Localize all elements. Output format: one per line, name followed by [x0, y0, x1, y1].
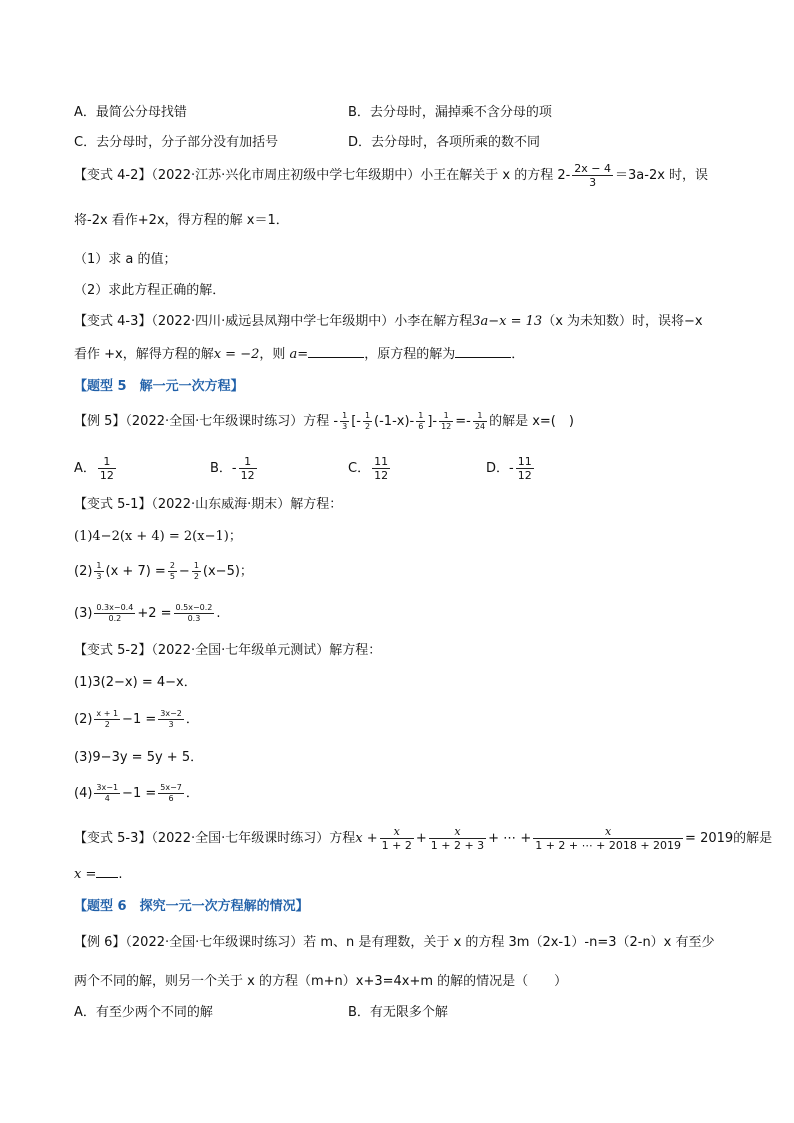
equation-5-2-1: (1)3(2−x) = 4−x．: [74, 675, 197, 690]
variant-5-1: 【变式 5-1】（2022·山东威海·期末）解方程：: [74, 497, 343, 512]
example-5-option-c: C． $\frac{11}{12}$: [348, 455, 389, 482]
source: （2022·四川·威远县凤翔中学七年级期中）: [151, 314, 395, 329]
example-5-option-a: A． $\frac{1}{12}$: [74, 455, 114, 482]
variant-5-2: 【变式 5-2】（2022·全国·七年级单元测试）解方程：: [74, 643, 382, 658]
answer-blank: [308, 345, 364, 358]
equation-5-1-1: (1)4−2(x + 4) = 2(x−1)；: [74, 529, 242, 544]
option-c: C．去分母时，分子部分没有加括号: [74, 135, 279, 150]
section-heading-type-5: 【题型 5 解一元一次方程】: [74, 379, 244, 394]
source: （2022·江苏·兴化市周庄初级中学七年级期中）: [151, 168, 421, 183]
answer-blank: [455, 345, 511, 358]
example-6-option-b: B．有无限多个解: [348, 1005, 448, 1020]
example-5-option-d: D．- $\frac{11}{12}$: [486, 455, 532, 482]
fraction: $\frac{2x - 4}{3}$: [574, 162, 612, 189]
section-heading-type-6: 【题型 6 探究一元一次方程解的情况】: [74, 899, 309, 914]
question-text: 小王在解关于 x 的方程 2-: [420, 168, 571, 183]
equation-5-1-2: (2) $\frac{1}{3}$ (x + 7) = $\frac{2}{5}$ − $\frac{1}{2}$ (x−5)；: [74, 561, 253, 581]
option-a: A．最简公分母找错: [74, 105, 187, 120]
example-6-option-a: A．有至少两个不同的解: [74, 1005, 213, 1020]
equation-5-2-2: (2) $\frac{x + 1}{2}$ −1 = $\frac{3x-2}{3}$ ．: [74, 709, 199, 729]
variant-4-2-line1: [74, 163, 708, 188]
example-5-option-b: B．- $\frac{1}{12}$: [210, 455, 255, 482]
sub-question-1: （1）求 a 的值；: [74, 252, 177, 267]
question-text: ＝3a-2x 时，误: [615, 168, 709, 183]
option-b: B．去分母时，漏掉乘不含分母的项: [348, 105, 552, 120]
variant-4-3-line1: 【变式 4-3】（2022·四川·威远县凤翔中学七年级期中）小李在解方程3a−x = 13（x 为未知数）时，误将−x: [74, 314, 703, 329]
example-6-line1: 【例 6】（2022·全国·七年级课时练习）若 m、n 是有理数，关于 x 的方程 3m（2x-1）-n=3（2-n）x 有至少: [74, 935, 715, 950]
variant-tag: 【变式 4-2】: [74, 168, 152, 183]
equation-5-2-3: (3)9−3y = 5y + 5．: [74, 750, 204, 765]
example-6-line2: 两个不同的解，则另一个关于 x 的方程（m+n）x+3=4x+m 的解的情况是（ ）: [74, 974, 568, 989]
example-5: 【例 5】（2022·全国·七年级课时练习）方程 - $\frac{1}{3}$ [- $\frac{1}{2}$ (-1-x)- $\frac{1}{6}$ ]- $\frac{1}{12}$ =- $\frac{1}{24}$ 的解是 x=( ): [74, 411, 574, 431]
variant-tag: 【变式 4-3】: [74, 314, 152, 329]
variant-4-2-line2: 将-2x 看作+2x，得方程的解 x＝1．: [74, 213, 289, 228]
variant-5-3: 【变式 5-3】（2022·全国·七年级课时练习）方程x + $\frac{x}{1 + 2}$ + $\frac{x}{1 + 2 + 3}$ + ⋯ + $\frac{x}{1 + 2 + \cdots + 2018 + 2019}$ = 2019的解是: [74, 825, 773, 852]
equation-5-1-3: (3) $\frac{0.3x-0.4}{0.2}$ +2 = $\frac{0.5x-0.2}{0.3}$ .: [74, 603, 221, 623]
sub-question-2: （2）求此方程正确的解．: [74, 283, 226, 298]
variant-5-3-answer: x = .: [74, 867, 123, 882]
equation-5-2-4: (4) $\frac{3x-1}{4}$ −1 = $\frac{5x-7}{6}$ ．: [74, 783, 199, 803]
option-d: D．去分母时，各项所乘的数不同: [348, 135, 541, 150]
variant-4-3-line2: 看作 +x，解得方程的解x = −2，则 a= ，原方程的解为 ．: [74, 347, 525, 362]
answer-blank: [96, 865, 118, 878]
